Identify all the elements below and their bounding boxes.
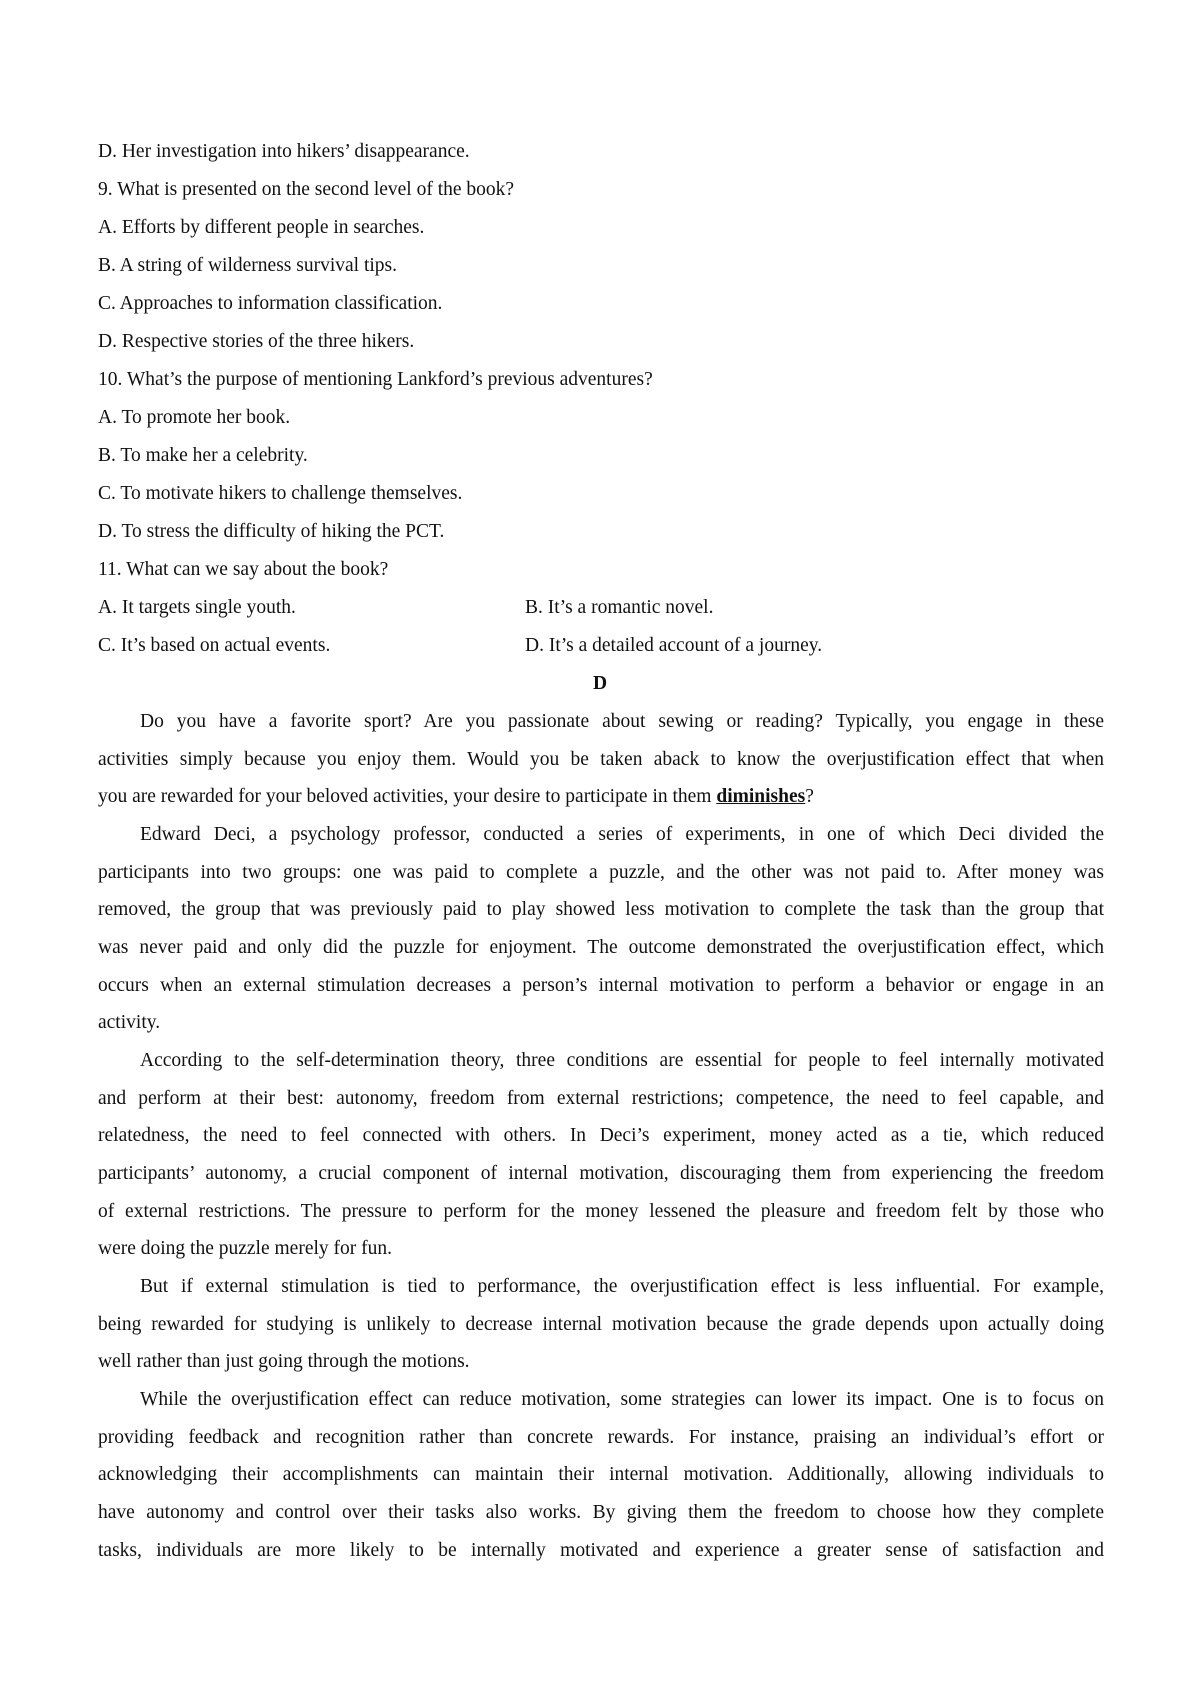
paragraph-4-line: well rather than just going through the motions. bbox=[98, 1351, 470, 1373]
paragraph-3-line: According to the self-determination theory, three conditions are essential for people to feel internally motivated bbox=[140, 1050, 1104, 1071]
paragraph-3 bbox=[98, 1048, 1104, 1274]
q9-option-b: B. A string of wilderness survival tips. bbox=[98, 255, 397, 276]
q10-question: 10. What’s the purpose of mentioning Lankford’s previous adventures? bbox=[98, 369, 653, 390]
paragraph-2-line: Edward Deci, a psychology professor, conducted a series of experiments, in one of which Deci divided the bbox=[140, 824, 1104, 845]
q9-option-c: C. Approaches to information classification. bbox=[98, 293, 443, 314]
q11-option-d: D. It’s a detailed account of a journey. bbox=[525, 635, 823, 656]
q11-option-c: C. It’s based on actual events. bbox=[98, 635, 331, 656]
q9-option-d: D. Respective stories of the three hikers. bbox=[98, 331, 415, 352]
paragraph-2-line: participants into two groups: one was paid to complete a puzzle, and the other was not paid to. After money was bbox=[98, 861, 1104, 883]
q8-option-d: D. Her investigation into hikers’ disappearance. bbox=[98, 141, 470, 162]
q10-option-c: C. To motivate hikers to challenge themselves. bbox=[98, 483, 463, 504]
paragraph-5-line: providing feedback and recognition rather than concrete rewards. For instance, praising an individual’s effort or bbox=[98, 1426, 1104, 1448]
q11-option-a: A. It targets single youth. bbox=[98, 597, 296, 618]
paragraph-4-line: But if external stimulation is tied to performance, the overjustification effect is less influential. For example, bbox=[140, 1276, 1104, 1297]
section-d-heading: D bbox=[592, 673, 608, 694]
paragraph-5-line: While the overjustification effect can reduce motivation, some strategies can lower its impact. One is to focus on bbox=[140, 1389, 1104, 1410]
q10-option-a: A. To promote her book. bbox=[98, 407, 291, 428]
paragraph-3-line: were doing the puzzle merely for fun. bbox=[98, 1238, 393, 1260]
paragraph-2-line: removed, the group that was previously paid to play showed less motivation to complete the task than the group that bbox=[98, 899, 1104, 921]
paragraph-5-line: have autonomy and control over their tasks also works. By giving them the freedom to choose how they complete bbox=[98, 1502, 1104, 1524]
q10-option-d: D. To stress the difficulty of hiking the PCT. bbox=[98, 521, 445, 542]
paragraph-1-line: Do you have a favorite sport? Are you passionate about sewing or reading? Typically, you engage in these bbox=[140, 711, 1104, 732]
paragraph-2 bbox=[98, 822, 1104, 1048]
paragraph-4-line: being rewarded for studying is unlikely to decrease internal motivation because the grade depends upon actually doing bbox=[98, 1313, 1104, 1335]
paragraph-2-line: was never paid and only did the puzzle for enjoyment. The outcome demonstrated the overjustification effect, which bbox=[98, 937, 1104, 959]
paragraph-4 bbox=[98, 1274, 1104, 1387]
paragraph-1-line: activities simply because you enjoy them. Would you be taken aback to know the overjustification effect that when bbox=[98, 748, 1104, 770]
question-mark: ? bbox=[805, 786, 814, 808]
q11-question: 11. What can we say about the book? bbox=[98, 559, 389, 580]
paragraph-2-line: occurs when an external stimulation decreases a person’s internal motivation to perform a behavior or engage in an bbox=[98, 974, 1104, 996]
paragraph-3-line: and perform at their best: autonomy, freedom from external restrictions; competence, the need to feel capable, and bbox=[98, 1087, 1104, 1109]
paragraph-3-line: relatedness, the need to feel connected with others. In Deci’s experiment, money acted as a tie, which reduced bbox=[98, 1125, 1104, 1147]
paragraph-1 bbox=[98, 709, 1104, 822]
paragraph-2-line: activity. bbox=[98, 1012, 161, 1034]
paragraph-3-line: participants’ autonomy, a crucial component of internal motivation, discouraging them from experiencing the freedom bbox=[98, 1163, 1104, 1185]
paragraph-1-text: you are rewarded for your beloved activities, your desire to participate in them bbox=[98, 786, 717, 808]
paragraph-1-line bbox=[98, 784, 1104, 822]
q10-option-b: B. To make her a celebrity. bbox=[98, 445, 308, 466]
q9-option-a: A. Efforts by different people in searches. bbox=[98, 217, 425, 238]
paragraph-5-line: tasks, individuals are more likely to be internally motivated and experience a greater sense of satisfaction and bbox=[98, 1539, 1104, 1561]
q9-question: 9. What is presented on the second level of the book? bbox=[98, 179, 515, 200]
q11-option-b: B. It’s a romantic novel. bbox=[525, 597, 714, 618]
paragraph-5-line: acknowledging their accomplishments can maintain their internal motivation. Additionally, allowing individuals to bbox=[98, 1464, 1104, 1486]
paragraph-3-line: of external restrictions. The pressure to perform for the money lessened the pleasure and freedom felt by those who bbox=[98, 1200, 1104, 1222]
paragraph-5 bbox=[98, 1387, 1104, 1575]
highlighted-word: diminishes bbox=[716, 786, 806, 808]
